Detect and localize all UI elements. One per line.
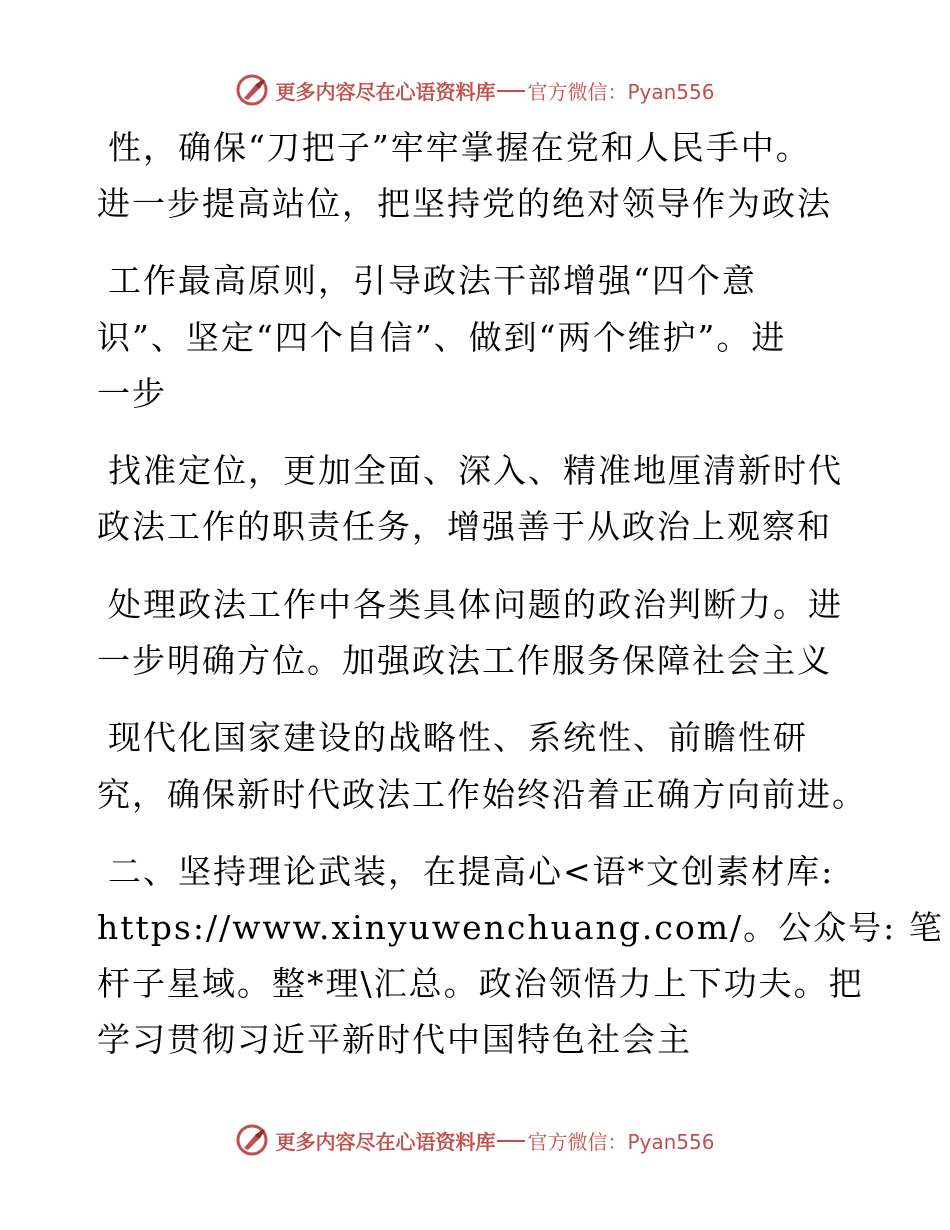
text-line: 处理政法工作中各类具体问题的政治判断力。进 xyxy=(108,585,843,624)
text-line: 进一步提高站位，把坚持党的绝对领导作为政法 xyxy=(97,184,832,223)
text-line: 性，确保“刀把子”牢牢掌握在党和人民手中。 xyxy=(108,128,811,167)
banner-text xyxy=(275,76,714,105)
text-line: 找准定位，更加全面、深入、精准地厘清新时代 xyxy=(108,451,843,490)
banner-sub-text: 官方微信：Pyan556 xyxy=(527,79,715,104)
banner-divider xyxy=(497,1140,525,1142)
banner-text xyxy=(275,1126,714,1155)
header-banner xyxy=(0,68,950,112)
text-line: 二、坚持理论武装，在提高心<语*文创素材库: xyxy=(108,852,835,891)
text-line: 政法工作的职责任务，增强善于从政治上观察和 xyxy=(97,507,832,546)
footer-banner xyxy=(0,1118,950,1162)
banner-sub-text: 官方微信：Pyan556 xyxy=(527,1129,715,1154)
text-line: 究，确保新时代政法工作始终沿着正确方向前进。 xyxy=(97,775,867,814)
text-line: https://www.xinyuwenchuang.com/。公众号: 笔 xyxy=(97,908,944,947)
text-line: 一步明确方位。加强政法工作服务保障社会主义 xyxy=(97,641,832,680)
pen-nib-logo-icon xyxy=(235,73,269,107)
text-line: 学习贯彻习近平新时代中国特色社会主 xyxy=(97,1020,692,1059)
text-line: 现代化国家建设的战略性、系统性、前瞻性研 xyxy=(108,718,808,757)
text-line: 识”、坚定“四个自信”、做到“两个维护”。进 xyxy=(97,318,787,357)
text-line: 工作最高原则，引导政法干部增强“四个意 xyxy=(108,261,757,300)
text-line: 杆子星域。整*理\汇总。政治领悟力上下功夫。把 xyxy=(97,964,864,1003)
banner-main-text: 更多内容尽在心语资料库 xyxy=(275,1129,496,1154)
pen-nib-logo-icon xyxy=(235,1123,269,1157)
text-line: 一步 xyxy=(97,374,167,413)
banner-divider xyxy=(497,90,525,92)
banner-main-text: 更多内容尽在心语资料库 xyxy=(275,79,496,104)
